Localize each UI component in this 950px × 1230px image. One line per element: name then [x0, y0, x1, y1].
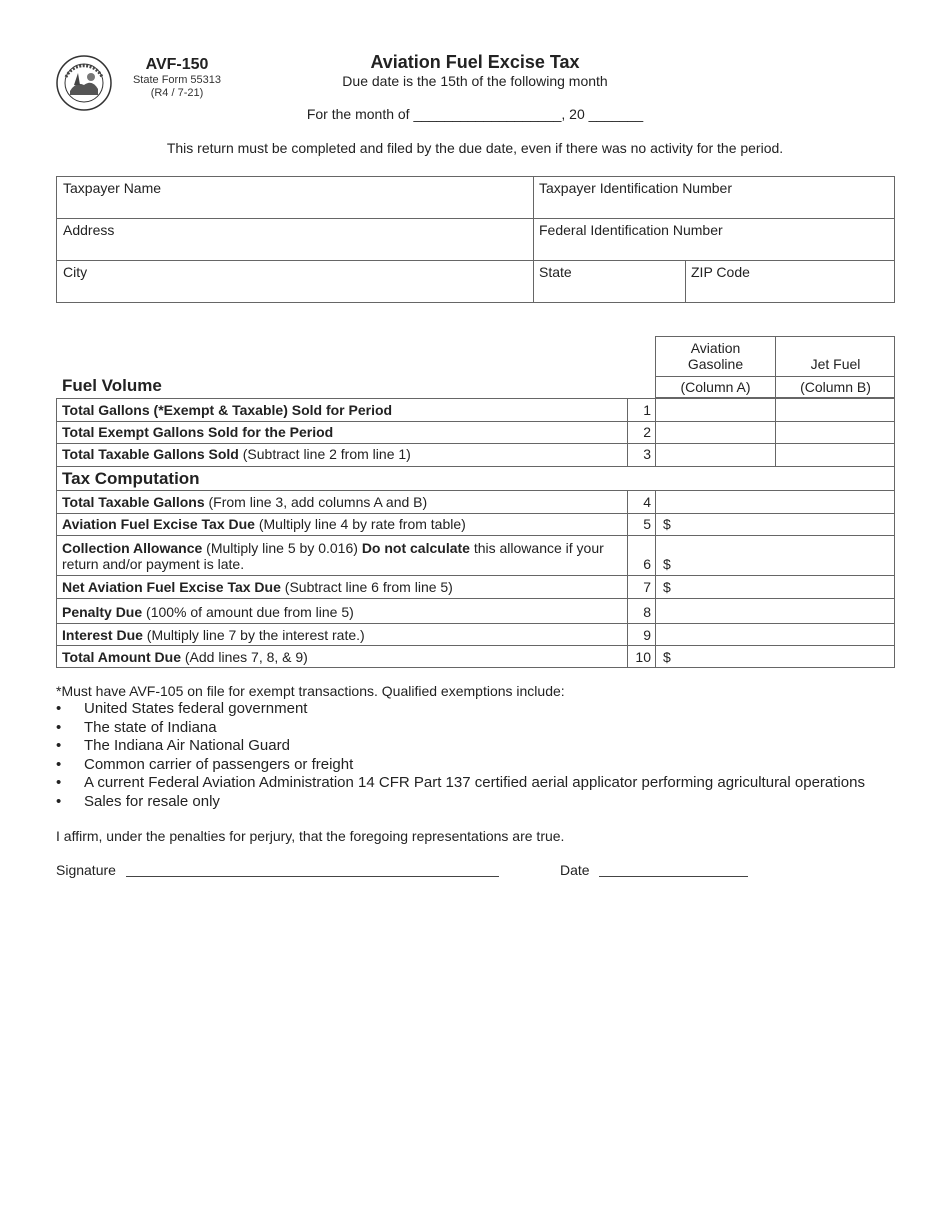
- line-1-number: 1: [643, 402, 651, 418]
- bullet: •: [56, 737, 62, 754]
- address-label: Address: [63, 222, 115, 238]
- form-code: AVF-150: [145, 56, 209, 73]
- line-7-description: Net Aviation Fuel Excise Tax Due (Subtract line 6 from line 5): [62, 579, 453, 595]
- tin-field[interactable]: [533, 177, 894, 218]
- zip-field[interactable]: [685, 261, 894, 302]
- column-a-label: (Column A): [680, 379, 751, 395]
- bullet: •: [56, 700, 62, 717]
- line-5-description: Aviation Fuel Excise Tax Due (Multiply line 4 by rate from table): [62, 516, 466, 532]
- exemption-list: [56, 700, 906, 811]
- line-9-number: 9: [643, 627, 651, 643]
- taxpayer-info-box: [56, 176, 895, 303]
- column-a-name: Aviation Gasoline: [687, 340, 744, 372]
- line-9-input[interactable]: [656, 624, 894, 645]
- bullet: •: [56, 774, 62, 791]
- tin-label: Taxpayer Identification Number: [539, 180, 732, 196]
- bullet: •: [56, 755, 62, 773]
- due-date-text: Due date is the 15th of the following month: [342, 73, 608, 89]
- line-3-column-b-input[interactable]: [776, 444, 894, 466]
- form-title: Aviation Fuel Excise Tax: [370, 52, 580, 72]
- line-2-column-a-input[interactable]: [656, 422, 775, 443]
- line-4-number: 4: [643, 494, 651, 510]
- line-6-description-cont: return and/or payment is late.: [62, 556, 245, 572]
- list-item: • A current Federal Aviation Administration 14 CFR Part 137 certified aerial applicator performing agricultural operations: [56, 774, 865, 791]
- line-2-number: 2: [643, 424, 651, 440]
- fein-field[interactable]: [533, 219, 894, 260]
- list-item: • United States federal government: [56, 700, 308, 717]
- bullet: •: [56, 792, 62, 810]
- tax-computation-heading: Tax Computation: [62, 469, 200, 488]
- line-10-dollar-sign: $: [663, 649, 671, 665]
- zip-label: ZIP Code: [691, 264, 750, 280]
- form-revision: (R4 / 7-21): [150, 87, 204, 99]
- taxpayer-name-label: Taxpayer Name: [63, 180, 162, 196]
- line-3-column-a-input[interactable]: [656, 444, 775, 466]
- list-item: • Common carrier of passengers or freight: [56, 755, 354, 773]
- line-8-number: 8: [643, 604, 651, 620]
- line-8-input[interactable]: [656, 599, 894, 623]
- taxpayer-name-field[interactable]: [57, 177, 533, 218]
- list-item: • Sales for resale only: [56, 792, 220, 810]
- line-2-column-b-input[interactable]: [776, 422, 894, 443]
- fein-label: Federal Identification Number: [539, 222, 723, 238]
- line-9-description: Interest Due (Multiply line 7 by the interest rate.): [62, 627, 365, 643]
- line-10-description: Total Amount Due (Add lines 7, 8, & 9): [62, 649, 308, 665]
- line-6-description: Collection Allowance (Multiply line 5 by 0.016) Do not calculate this allowance if your: [62, 540, 604, 556]
- fuel-volume-heading: Fuel Volume: [62, 376, 162, 395]
- affirmation-text: I affirm, under the penalties for perjury, that the foregoing representations are true.: [56, 828, 565, 844]
- exemption-note: *Must have AVF-105 on file for exempt transactions. Qualified exemptions include:: [56, 683, 565, 699]
- list-item: • The state of Indiana: [56, 718, 217, 736]
- line-10-input[interactable]: [656, 646, 894, 667]
- line-3-description: Total Taxable Gallons Sold (Subtract line 2 from line 1): [62, 446, 411, 462]
- state-field[interactable]: [533, 261, 685, 302]
- line-4-input[interactable]: [656, 491, 894, 513]
- column-b-label: (Column B): [800, 379, 871, 395]
- date-line[interactable]: [599, 876, 748, 877]
- date-label: Date: [560, 862, 590, 878]
- line-2-description: Total Exempt Gallons Sold for the Period: [62, 424, 334, 440]
- line-1-column-b-input[interactable]: [776, 399, 894, 421]
- signature-label: Signature: [56, 862, 116, 878]
- month-field[interactable]: For the month of ___________________, 20 _______: [306, 106, 644, 122]
- line-4-description: Total Taxable Gallons (From line 3, add columns A and B): [62, 494, 428, 510]
- line-7-input[interactable]: [656, 576, 894, 598]
- line-5-number: 5: [643, 516, 651, 532]
- list-item: • The Indiana Air National Guard: [56, 737, 290, 754]
- bullet: •: [56, 718, 62, 736]
- signature-line[interactable]: [126, 876, 499, 877]
- address-field[interactable]: [57, 219, 533, 260]
- city-field[interactable]: [57, 261, 533, 302]
- city-label: City: [63, 264, 88, 280]
- line-10-number: 10: [635, 649, 651, 665]
- column-b-name: Jet Fuel: [810, 356, 861, 372]
- line-5-dollar-sign: $: [663, 516, 671, 532]
- state-form-number: State Form 55313: [132, 74, 222, 86]
- line-3-number: 3: [643, 446, 651, 462]
- line-7-dollar-sign: $: [663, 579, 671, 595]
- line-5-input[interactable]: [656, 514, 894, 535]
- state-label: State: [539, 264, 572, 280]
- line-1-description: Total Gallons (*Exempt & Taxable) Sold for Period: [62, 402, 393, 418]
- filing-notice: This return must be completed and filed by the due date, even if there was no activity for the period.: [166, 140, 784, 156]
- line-7-number: 7: [643, 579, 651, 595]
- line-6-dollar-sign: $: [663, 556, 671, 572]
- line-6-input[interactable]: [656, 536, 894, 575]
- line-6-number: 6: [643, 556, 651, 572]
- line-8-description: Penalty Due (100% of amount due from line 5): [62, 604, 354, 620]
- line-1-column-a-input[interactable]: [656, 399, 775, 421]
